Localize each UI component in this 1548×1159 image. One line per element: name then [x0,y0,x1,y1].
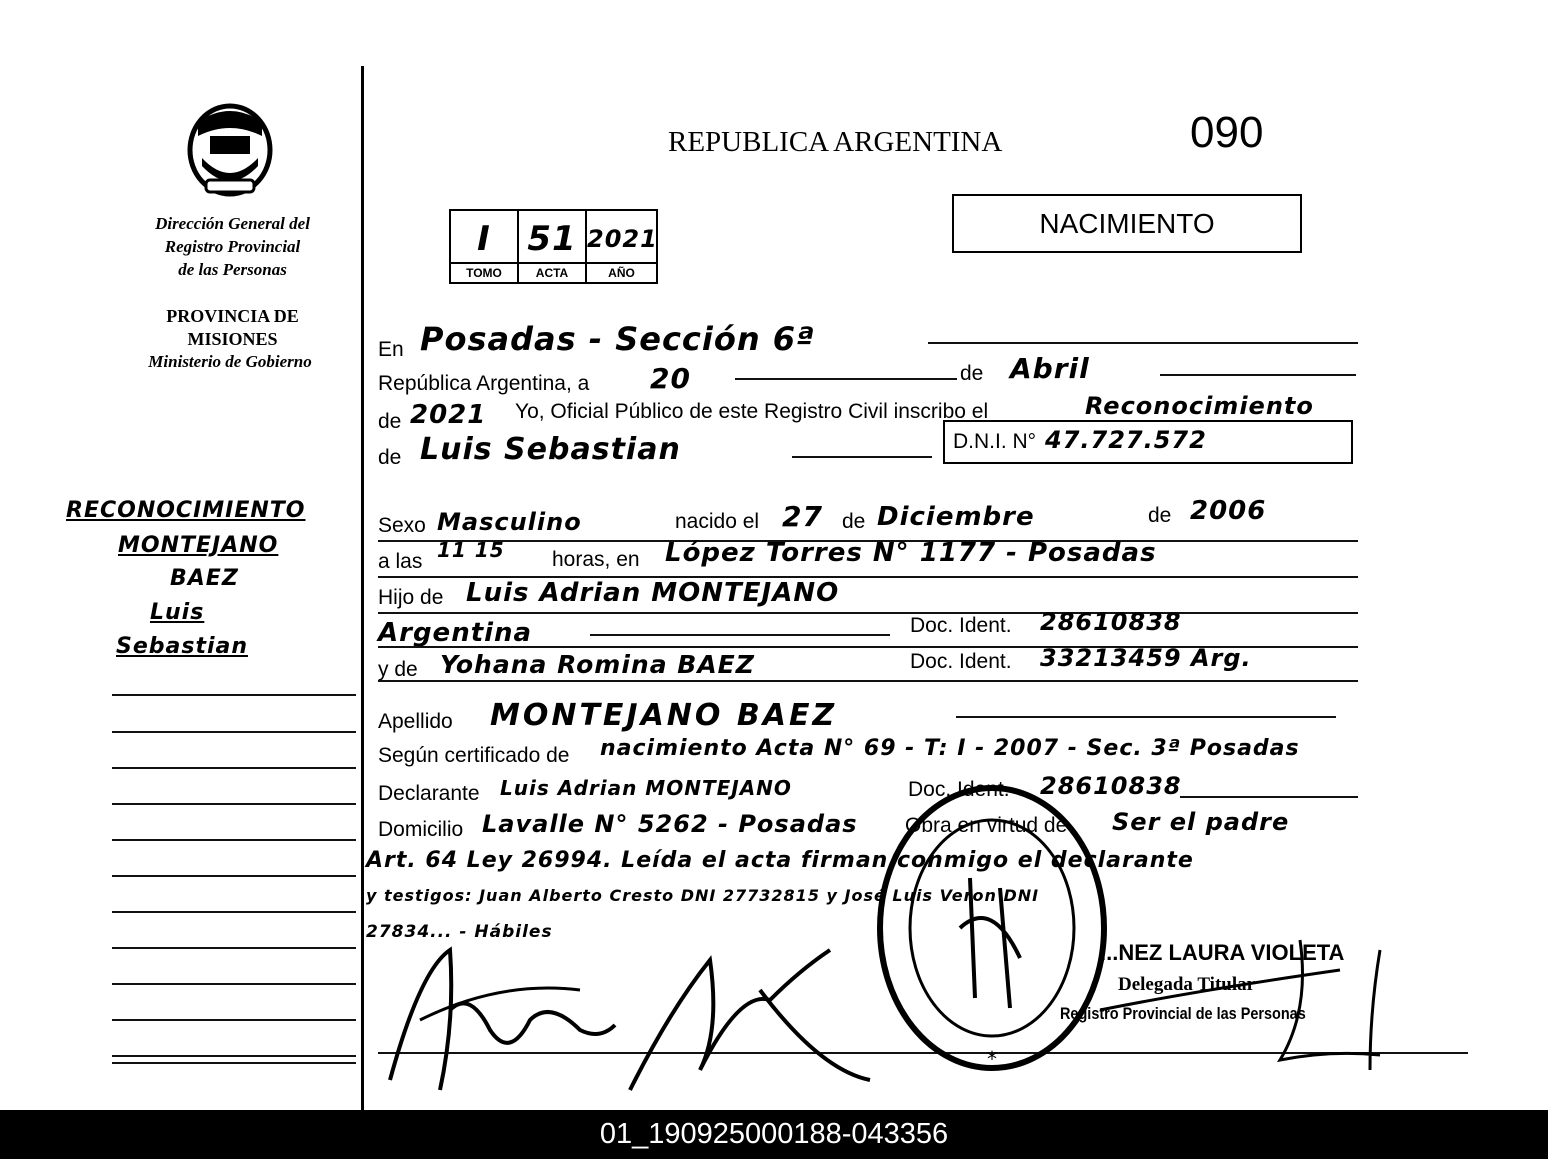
birth-day-value: 27 [782,500,823,533]
dni-box [943,420,1353,464]
side-rule [112,1055,356,1057]
anio-label: AÑO [587,262,656,282]
tomo-label: TOMO [451,262,517,282]
side-rule [112,1062,356,1064]
document-number: 090 [1190,108,1264,157]
registry-box [449,209,658,284]
obra-value: Ser el padre [1112,808,1290,836]
side-rule [112,767,356,769]
office-line-2: Registro Provincial [164,237,301,256]
place-value: Posadas - Sección 6ª [420,320,816,358]
side-rule [112,911,356,913]
mother-value: Yohana Romina BAEZ [440,650,755,679]
anio-cell [587,211,656,282]
form-rule [378,680,1358,682]
year-de-label: de [378,410,402,433]
declarante-label: Declarante [378,782,480,805]
birth-month-value: Diciembre [877,502,1035,532]
margin-note-line-1: RECONOCIMIENTO [66,498,306,523]
father-doc-label: Doc. Ident. [910,614,1012,637]
form-rule [735,378,957,380]
ministry-name: Ministerio de Gobierno [148,352,312,371]
father-nationality: Argentina [378,618,533,648]
tomo-value: I [477,219,491,259]
signature-right [1080,930,1400,1080]
margin-note-line-5: Sebastian [116,634,249,659]
handwritten-line-14: 27834... - Hábiles [366,922,553,942]
form-rule [956,716,1336,718]
act-type-value: Reconocimiento [1085,392,1314,420]
y-de-label: y de [378,658,418,681]
birth-de-label-2: de [1148,504,1172,527]
side-rule [112,694,356,696]
horas-label: horas, en [552,548,640,571]
a-las-label: a las [378,550,423,573]
father-doc-value: 28610838 [1040,608,1182,636]
sexo-label: Sexo [378,514,426,537]
domicilio-value: Lavalle N° 5262 - Posadas [482,810,858,838]
nacido-label: nacido el [675,510,760,533]
side-rule [112,983,356,985]
tomo-cell [451,211,519,282]
dni-label: D.N.I. N° [953,430,1037,453]
year-value: 2021 [410,400,487,430]
form-rule [590,634,890,636]
mother-doc-value: 33213459 Arg. [1040,644,1252,672]
acta-value: 51 [527,219,577,259]
domicilio-label: Domicilio [378,818,464,841]
cert-label: Según certificado de [378,744,570,767]
acta-cell [519,211,587,282]
month-value: Abril [1010,352,1090,385]
apellido-value: MONTEJANO BAEZ [490,698,838,733]
record-type-box: NACIMIENTO [952,194,1302,253]
margin-note-line-2: MONTEJANO [118,533,279,558]
side-rule [112,875,356,877]
side-rule [112,803,356,805]
acta-label: ACTA [519,262,585,282]
column-divider [361,66,364,1110]
dni-value: 47.727.572 [1045,426,1207,454]
side-rule [112,947,356,949]
official-name: ...NEZ LAURA VIOLETA [1100,940,1345,965]
anio-value: 2021 [587,225,658,253]
declarante-doc-value: 28610838 [1040,772,1182,800]
day-value: 20 [650,362,691,395]
declarante-doc-label: Doc. Ident. [908,778,1010,801]
official-title: Delegada Titular [1118,974,1256,995]
office-line-3: de las Personas [178,260,287,279]
father-value: Luis Adrian MONTEJANO [466,578,840,608]
birth-year-value: 2006 [1190,496,1267,526]
official-office: Registro Provincial de las Personas [1060,1004,1306,1023]
province-line-1: PROVINCIA DE [166,306,299,326]
apellido-label: Apellido [378,710,453,733]
officer-text: Yo, Oficial Público de este Registro Civil inscribo el [515,400,989,423]
side-rule [112,839,356,841]
margin-note-line-3: BAEZ [170,566,239,591]
hour-value: 11 15 [437,538,505,562]
birth-de-label-1: de [842,510,866,533]
birth-place-value: López Torres N° 1177 - Posadas [665,538,1157,568]
name-value: Luis Sebastian [420,432,681,467]
side-rule [112,1019,356,1021]
official-stamp [870,778,1115,1078]
country-title: REPUBLICA ARGENTINA [668,126,1003,158]
republica-label: República Argentina, a [378,372,590,395]
handwritten-line-12: Art. 64 Ley 26994. Leída el acta firman conmigo el declarante [366,848,1194,873]
name-de-label: de [378,446,402,469]
mother-doc-label: Doc. Ident. [910,650,1012,673]
form-rule [1180,796,1358,798]
obra-text: Obra en virtud de [905,814,1068,837]
office-line-1: Dirección General del [155,214,310,233]
cert-value: nacimiento Acta N° 69 - T: I - 2007 - Sec. 3ª Posadas [600,736,1300,761]
en-label: En [378,338,404,361]
form-rule [1160,374,1356,376]
side-rule [112,731,356,733]
sexo-value: Masculino [437,508,582,536]
svg-text:*: * [987,1047,997,1071]
province-line-2: MISIONES [187,329,278,349]
provincial-emblem [180,96,280,202]
form-rule [928,342,1358,344]
document-code: 01_190925000188-043356 [0,1110,1548,1159]
signature-left [380,930,620,1100]
handwritten-line-13: y testigos: Juan Alberto Cresto DNI 27732815 y José Luis Veron DNI [366,886,1040,905]
hijo-label: Hijo de [378,586,444,609]
declarante-value: Luis Adrian MONTEJANO [500,776,792,800]
form-rule [378,612,1358,614]
signature-middle [620,930,880,1100]
margin-note-line-4: Luis [150,600,205,625]
month-de-label: de [960,362,984,385]
form-rule [792,456,932,458]
